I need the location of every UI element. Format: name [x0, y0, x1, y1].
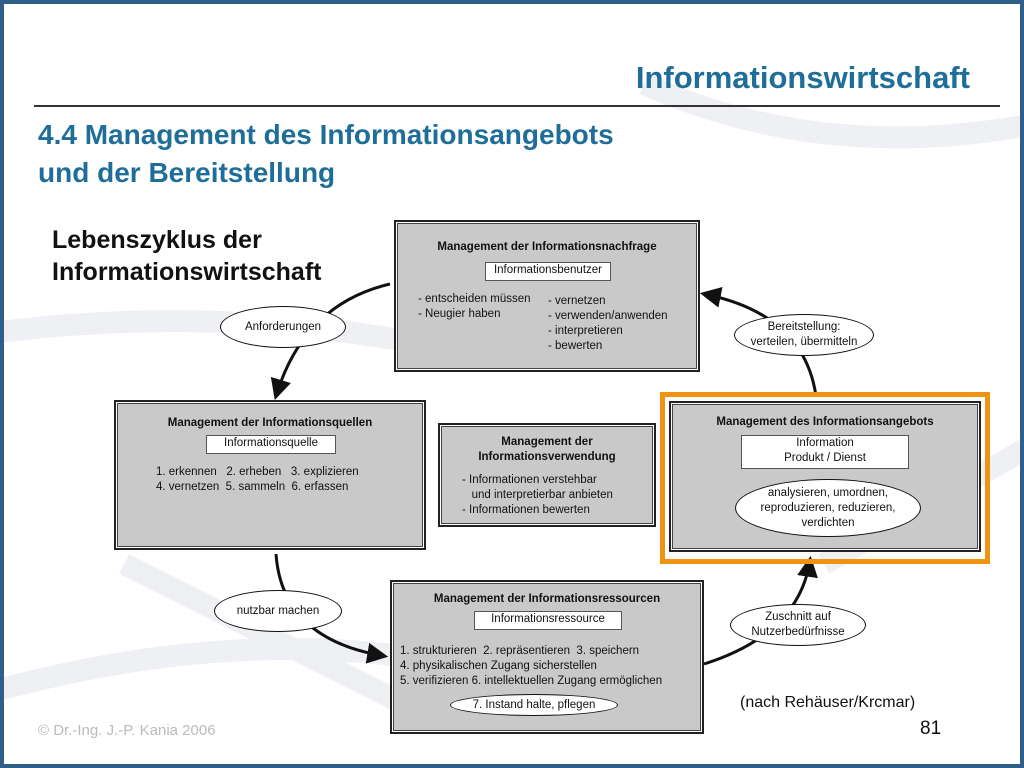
label-zuschnitt: Zuschnitt auf Nutzerbedürfnisse: [730, 604, 866, 646]
box-heading: Management der Informationsnachfrage: [437, 241, 657, 253]
label-bereitstellung: Bereitstellung: verteilen, übermitteln: [734, 314, 874, 356]
tag-informationsquelle: Informationsquelle: [206, 435, 336, 454]
box-heading: Management des Informationsangebots: [716, 416, 934, 428]
copyright: © Dr.-Ing. J.-P. Kania 2006: [38, 722, 216, 739]
quellen-steps-text: 1. erkennen 2. erheben 3. explizieren 4. vernetzen 5. sammeln 6. erfassen: [156, 466, 359, 493]
page-title-line2: und der Bereitstellung: [38, 157, 336, 188]
box-heading: Management der Informationsverwendung: [478, 436, 616, 463]
slide: [4, 4, 1020, 764]
box-informationsangebot: [669, 401, 981, 552]
label-nutzbar-machen: nutzbar machen: [214, 590, 342, 632]
box-informationsressourcen: [390, 580, 704, 734]
box-informationsnachfrage: [394, 220, 700, 372]
verwendung-text: - Informationen verstehbar und interpretierbar anbieten - Informationen bewerten: [462, 474, 613, 516]
oval-analysieren: analysieren, umordnen, reproduzieren, reduzieren, verdichten: [735, 479, 921, 537]
nachfrage-left-text: - entscheiden müssen - Neugier haben: [418, 293, 531, 320]
tag-information-produkt-dienst: Information Produkt / Dienst: [741, 435, 909, 469]
box-heading: Management der Informationsquellen: [167, 417, 373, 429]
subtitle-line2: Informationswirtschaft: [52, 258, 322, 286]
box-heading: Management der Informationsressourcen: [433, 593, 661, 605]
nachfrage-right-text: - vernetzen - verwenden/anwenden - interpretieren - bewerten: [548, 295, 668, 352]
citation: (nach Rehäuser/Krcmar): [740, 694, 916, 711]
brand-title: Informationswirtschaft: [635, 60, 970, 95]
tag-informationsressource: Informationsressource: [474, 611, 622, 630]
ressourcen-steps-text: 1. strukturieren 2. repräsentieren 3. speichern 4. physikalischen Zugang sicherstellen 5. verifizieren 6. intellektuellen Zugang ermöglichen: [400, 645, 663, 687]
box-informationsquellen: [114, 400, 426, 550]
oval-instand-halten: 7. Instand halte, pflegen: [450, 694, 618, 716]
tag-informationsbenutzer: Informationsbenutzer: [485, 262, 611, 281]
box-informationsverwendung: [438, 423, 656, 527]
label-anforderungen: Anforderungen: [220, 306, 346, 348]
page-number: 81: [920, 718, 942, 739]
subtitle-line1: Lebenszyklus der: [52, 226, 262, 254]
page-title-line1: 4.4 Management des Informationsangebots: [38, 119, 614, 150]
